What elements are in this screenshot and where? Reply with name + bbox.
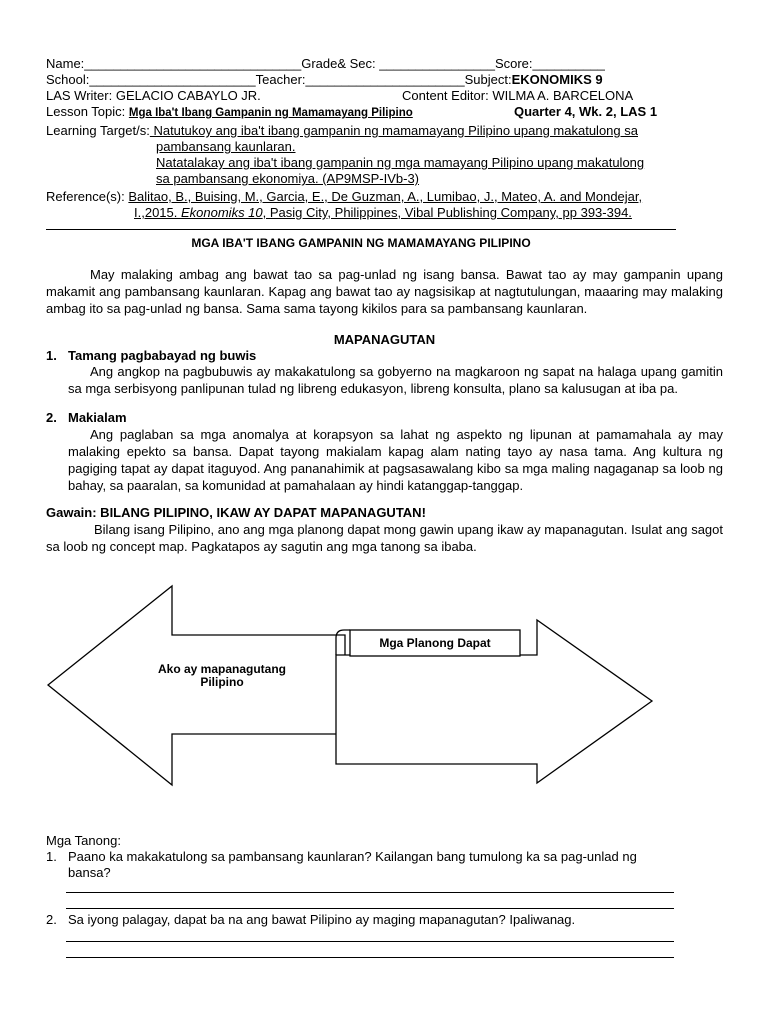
writer: LAS Writer: GELACIO CABAYLO JR.: [46, 88, 261, 103]
questions-title: Mga Tanong:: [46, 833, 121, 848]
teacher-blank[interactable]: ______________________: [305, 72, 465, 87]
teacher-label: Teacher:: [255, 72, 306, 87]
target-1a: Natutukoy ang iba't ibang gampanin ng mamamayang Pilipino upang makatulong sa: [149, 123, 638, 138]
quarter-label: Quarter 4, Wk. 2, LAS 1: [514, 104, 658, 119]
school-blank[interactable]: _______________________: [89, 72, 256, 87]
question-1-number: 1.: [46, 849, 57, 864]
ref-b1: I.,2015.: [134, 205, 181, 220]
left-arrow-shape: [48, 586, 345, 785]
section-title: MAPANAGUTAN: [333, 332, 436, 347]
concept-map: [0, 580, 768, 800]
answer-line-2b[interactable]: [66, 957, 674, 958]
page-title: MGA IBA'T IBANG GAMPANIN NG MAMAMAYANG PILIPINO: [191, 236, 531, 250]
ref-label: Reference(s):: [46, 189, 129, 204]
answer-line-2a[interactable]: [66, 941, 674, 942]
name-label: Name:: [46, 56, 85, 71]
activity-title: Gawain: BILANG PILIPINO, IKAW AY DAPAT MAPANAGUTAN!: [46, 505, 426, 520]
question-2-text: Sa iyong palagay, dapat ba na ang bawat Pilipino ay maging mapanagutan? Ipaliwanag.: [68, 912, 576, 927]
grade-label: Grade& Sec:: [301, 56, 376, 71]
left-text-line-2: Pilipino: [200, 675, 244, 689]
ref-a: Balitao, B., Buising, M., Garcia, E., De Guzman, A., Lumibao, J., Mateo, A. and Mondejar,: [128, 189, 643, 204]
question-2-number: 2.: [46, 912, 57, 927]
reference-row: [46, 189, 642, 205]
learning-target-row: [46, 123, 638, 139]
question-1-text-b: bansa?: [68, 865, 111, 880]
activity-instructions: Bilang isang Pilipino, ano ang mga planong dapat mong gawin upang ikaw ay mapanagutan. Isulat ang sagot sa loob ng concept map. Pagkatapos ay sagutin ang mga tanong sa ibaba.: [46, 522, 723, 554]
item-1-heading: Tamang pagbabayad ng buwis: [68, 348, 257, 363]
subject-label: Subject:: [464, 72, 512, 87]
question-1-text-a: Paano ka makakatulong sa pambansang kaunlaran? Kailangan bang tumulong ka sa pag-unlad ng: [68, 849, 637, 864]
intro-paragraph: May malaking ambag ang bawat tao sa pag-unlad ng isang bansa. Bawat tao ay may gampanin upang makamit ang pambansang kaunlaran. Kapag ang bawat tao ay nagsisikap at nagtutulungan, maaaring may malaking ambag ito sa pag-unlad ng bansa. Sama sama tayong kikilos para sa pambansang kaunlaran.: [46, 267, 723, 316]
item-2-text: Ang paglaban sa mga anomalya at korapsyon sa lahat ng aspekto ng lipunan at pamamahala ay may malaking epekto sa bansa. Dapat tayong makialam kapag alam nating tayo ay nasa tama. Ang kultura ng pagiging tapat ay dapat itaguyod. Ang pananahimik at pagsasawalang kibo sa mga maling nagaganap sa loob ng bahay, sa paaralan, sa komunidad at pamahalaan ay hindi katanggap-tanggap.: [68, 427, 723, 493]
target-2b: sa pambansang ekonomiya. (AP9MSP-IVb-3): [156, 171, 420, 186]
header-divider: [46, 229, 676, 230]
right-label-text: Mga Planong Dapat: [379, 636, 491, 650]
score-blank[interactable]: __________: [532, 56, 605, 71]
lesson-topic-row: [46, 104, 413, 121]
lesson-value: Mga Iba't Ibang Gampanin ng Mamamayang Pilipino: [128, 107, 413, 119]
target-1b: pambansang kaunlaran.: [156, 139, 296, 154]
school-label: School:: [46, 72, 90, 87]
answer-line-1a[interactable]: [66, 892, 674, 893]
name-row: [46, 56, 605, 72]
left-text-line-1: Ako ay mapanagutang: [157, 662, 287, 676]
school-row: [46, 72, 603, 88]
subject-value: EKONOMIKS 9: [511, 72, 603, 87]
editor: Content Editor: WILMA A. BARCELONA: [402, 88, 634, 103]
ref-b3: , Pasig City, Philippines, Vibal Publishing Company, pp 393-394.: [262, 205, 632, 220]
target-2a: Natatalakay ang iba't ibang gampanin ng mga mamayang Pilipino upang makatulong: [156, 155, 645, 170]
score-label: Score:: [494, 56, 533, 71]
ref-b2: Ekonomiks 10: [180, 205, 263, 220]
item-1-number: 1.: [46, 348, 57, 363]
target-label: Learning Target/s:: [46, 123, 150, 138]
lesson-label: Lesson Topic:: [46, 104, 129, 119]
item-2-number: 2.: [46, 410, 57, 425]
item-2-heading: Makialam: [68, 410, 127, 425]
name-blank[interactable]: ______________________________: [84, 56, 302, 71]
answer-line-1b[interactable]: [66, 908, 674, 909]
ref-b: [134, 205, 632, 221]
item-1-text: Ang angkop na pagbubuwis ay makakatulong sa gobyerno na magkaroon ng sapat na halaga upang gamitin sa mga serbisyong panlipunan tulad ng libreng edukasyon, libreng konsulta, plano sa kalusugan at iba pa.: [68, 364, 723, 396]
grade-blank[interactable]: ________________: [379, 56, 495, 71]
